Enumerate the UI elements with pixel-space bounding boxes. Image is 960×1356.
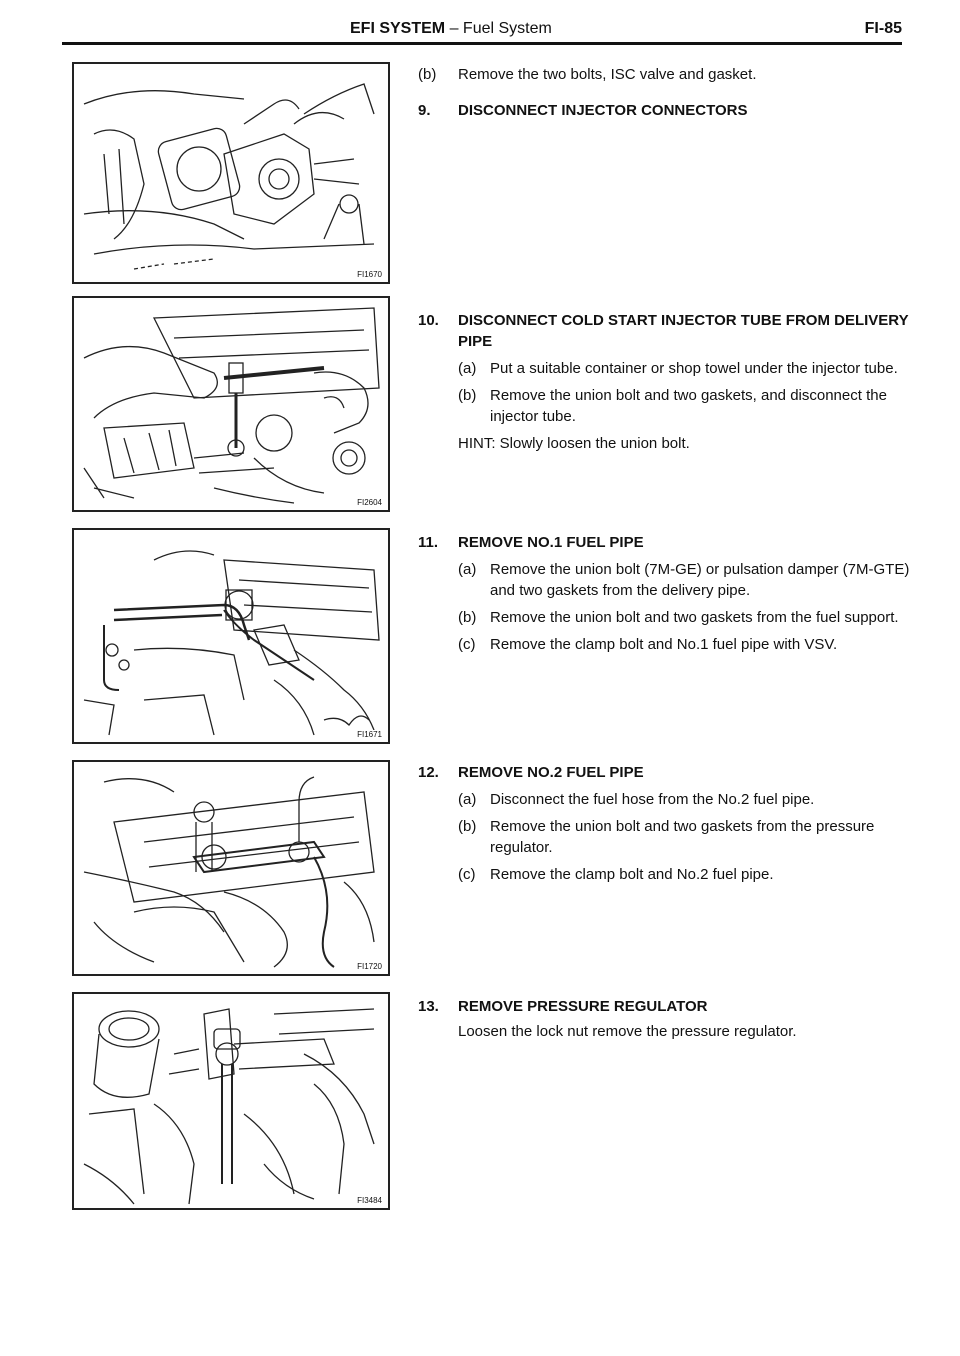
item-text: Remove the union bolt (7M-GE) or pulsation damper (7M-GTE) and two gaskets from the delivery pipe. bbox=[490, 561, 910, 599]
item-label: (a) bbox=[458, 791, 477, 808]
step-heading bbox=[418, 532, 918, 553]
intro-item bbox=[418, 64, 918, 85]
page-number: FI-85 bbox=[864, 20, 902, 37]
step-10 bbox=[418, 310, 918, 454]
isc-valve-illustration bbox=[74, 64, 388, 282]
figure-code: FI2604 bbox=[357, 498, 382, 507]
figure-isc-valve bbox=[72, 62, 390, 284]
step-12 bbox=[418, 762, 918, 885]
header-rule bbox=[62, 42, 902, 45]
header-section: EFI SYSTEM bbox=[350, 20, 446, 37]
step-11 bbox=[418, 532, 918, 655]
intro-step bbox=[418, 64, 918, 85]
item-text: Remove the union bolt and two gaskets from the pressure regulator. bbox=[490, 818, 875, 856]
header-title bbox=[350, 20, 552, 38]
step-number: 12. bbox=[418, 764, 439, 781]
item-label: (b) bbox=[458, 818, 477, 835]
page-header bbox=[62, 18, 902, 46]
step-item bbox=[418, 864, 918, 885]
no1-fuel-pipe-illustration bbox=[74, 530, 388, 742]
step-number: 11. bbox=[418, 534, 439, 551]
step-number: 13. bbox=[418, 998, 439, 1015]
item-label: (a) bbox=[458, 360, 477, 377]
item-text: Remove the clamp bolt and No.1 fuel pipe with VSV. bbox=[490, 636, 838, 653]
item-label: (a) bbox=[458, 561, 477, 578]
item-label: (b) bbox=[458, 387, 477, 404]
step-item bbox=[418, 559, 918, 601]
step-item bbox=[418, 607, 918, 628]
figure-no1-fuel-pipe bbox=[72, 528, 390, 744]
item-text: Put a suitable container or shop towel under the injector tube. bbox=[490, 360, 898, 377]
figure-code: FI1670 bbox=[357, 270, 382, 279]
step-heading bbox=[418, 996, 918, 1017]
figure-code: FI1720 bbox=[357, 962, 382, 971]
step-heading bbox=[418, 310, 918, 352]
step-13 bbox=[418, 996, 918, 1042]
item-label: (b) bbox=[418, 66, 437, 83]
step-number: 10. bbox=[418, 312, 439, 329]
item-text: Remove the union bolt and two gaskets, and disconnect the injector tube. bbox=[490, 387, 887, 425]
figure-cold-start-injector-tube bbox=[72, 296, 390, 512]
step-9 bbox=[418, 100, 918, 121]
step-body: Loosen the lock nut remove the pressure regulator. bbox=[458, 1023, 797, 1040]
item-text: Remove the two bolts, ISC valve and gasket. bbox=[458, 66, 757, 83]
hint-text: HINT: Slowly loosen the union bolt. bbox=[458, 435, 690, 452]
step-heading bbox=[418, 762, 918, 783]
step-item bbox=[418, 789, 918, 810]
step-item bbox=[418, 385, 918, 427]
cold-start-injector-illustration bbox=[74, 298, 388, 510]
step-number: 9. bbox=[418, 102, 431, 119]
step-item bbox=[418, 358, 918, 379]
step-heading bbox=[418, 100, 918, 121]
item-label: (c) bbox=[458, 636, 476, 653]
no2-fuel-pipe-illustration bbox=[74, 762, 388, 974]
item-label: (c) bbox=[458, 866, 476, 883]
item-text: Remove the clamp bolt and No.2 fuel pipe. bbox=[490, 866, 774, 883]
step-title: REMOVE NO.1 FUEL PIPE bbox=[458, 534, 644, 551]
figure-code: FI3484 bbox=[357, 1196, 382, 1205]
item-label: (b) bbox=[458, 609, 477, 626]
header-subtitle: Fuel System bbox=[462, 20, 552, 37]
step-item bbox=[418, 816, 918, 858]
step-title: DISCONNECT INJECTOR CONNECTORS bbox=[458, 102, 748, 119]
header-separator: – bbox=[445, 20, 463, 37]
item-text: Remove the union bolt and two gaskets from the fuel support. bbox=[490, 609, 899, 626]
step-item bbox=[418, 634, 918, 655]
pressure-regulator-illustration bbox=[74, 994, 388, 1208]
step-title: REMOVE PRESSURE REGULATOR bbox=[458, 998, 708, 1015]
step-title: REMOVE NO.2 FUEL PIPE bbox=[458, 764, 644, 781]
figure-code: FI1671 bbox=[357, 730, 382, 739]
figure-pressure-regulator bbox=[72, 992, 390, 1210]
figure-no2-fuel-pipe bbox=[72, 760, 390, 976]
step-title: DISCONNECT COLD START INJECTOR TUBE FROM DELIVERY PIPE bbox=[458, 312, 909, 350]
item-text: Disconnect the fuel hose from the No.2 fuel pipe. bbox=[490, 791, 815, 808]
